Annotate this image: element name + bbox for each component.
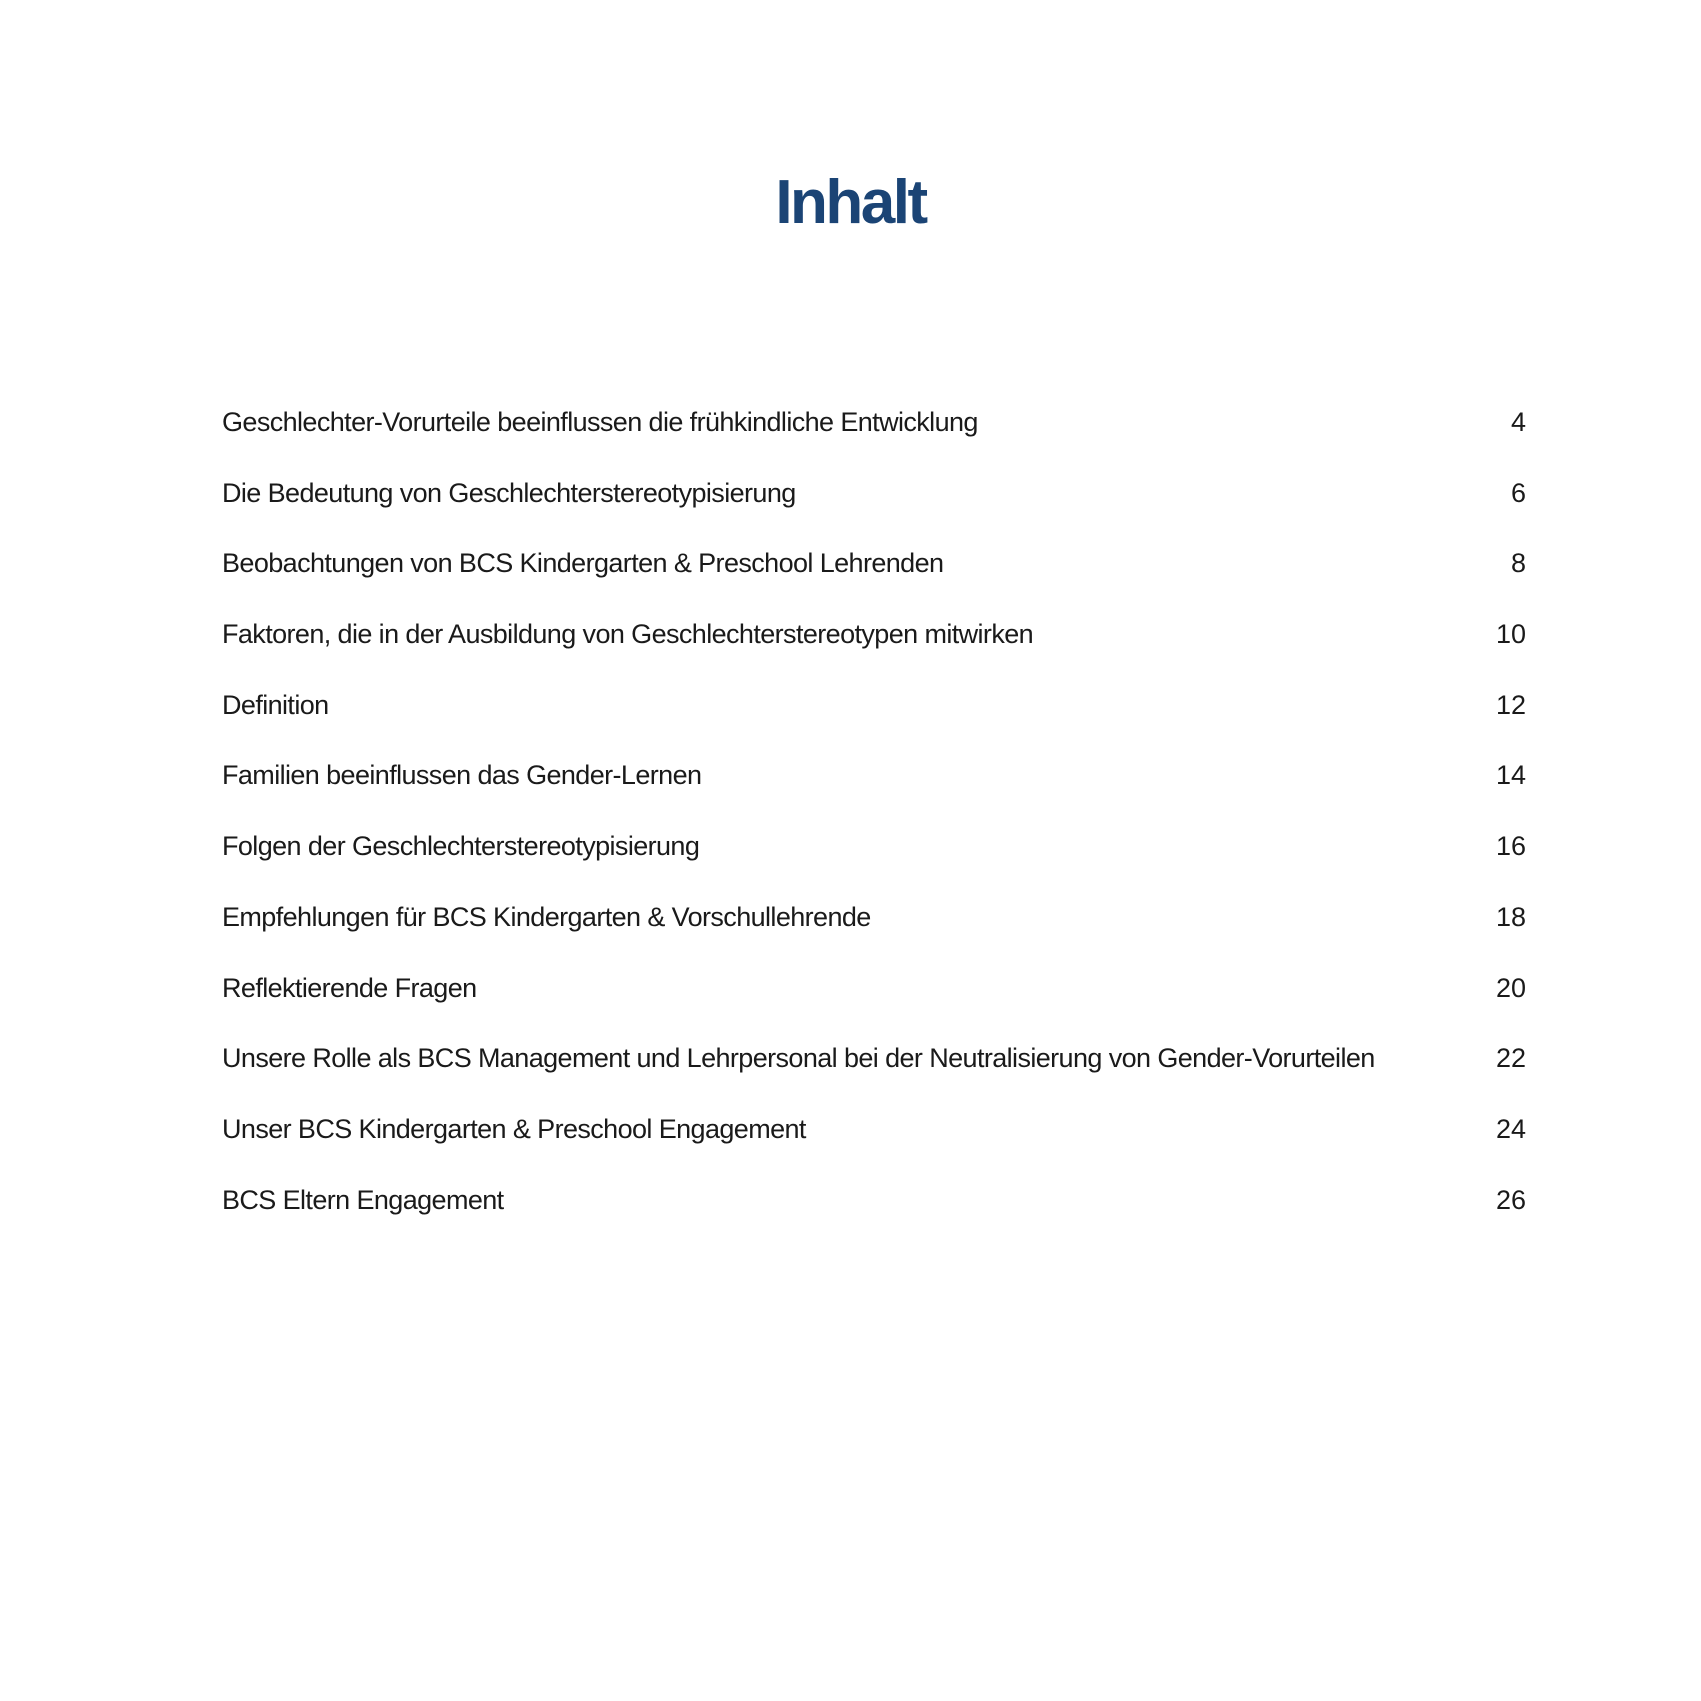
- toc-entry-page: 22: [1495, 1043, 1526, 1074]
- toc-entry[interactable]: [222, 760, 1526, 831]
- toc-entry[interactable]: [222, 619, 1526, 690]
- toc-entry-title: Die Bedeutung von Geschlechterstereotypisierung: [222, 477, 796, 508]
- toc-entry-title: Empfehlungen für BCS Kindergarten & Vorschullehrende: [222, 901, 871, 932]
- toc-entry[interactable]: [222, 407, 1526, 478]
- toc-entry-page: 10: [1495, 619, 1526, 650]
- toc-entry-page: 8: [1510, 548, 1526, 579]
- toc-entry-title: BCS Eltern Engagement: [222, 1184, 504, 1215]
- toc-entry-title: Folgen der Geschlechterstereotypisierung: [222, 831, 700, 862]
- toc-entry[interactable]: [222, 478, 1526, 549]
- toc-entry-page: 26: [1495, 1184, 1526, 1215]
- toc-entry-title: Familien beeinflussen das Gender-Lernen: [222, 760, 702, 791]
- toc-entry-page: 4: [1510, 407, 1526, 437]
- toc-entry-page: 20: [1495, 972, 1526, 1003]
- toc-entry[interactable]: [222, 831, 1526, 902]
- toc-entry-title: Definition: [222, 689, 329, 720]
- toc-entry-page: 6: [1510, 477, 1526, 508]
- toc-entry[interactable]: [222, 1114, 1526, 1185]
- toc-entry[interactable]: [222, 902, 1526, 973]
- toc-entry-page: 14: [1495, 760, 1526, 791]
- toc-entry-title: Unsere Rolle als BCS Management und Lehrpersonal bei der Neutralisierung von Gender-Vorurteilen: [222, 1043, 1375, 1074]
- toc-entry-title: Reflektierende Fragen: [222, 972, 477, 1003]
- toc-entry-page: 16: [1495, 831, 1526, 862]
- toc-entry-page: 18: [1495, 901, 1526, 932]
- toc-entry[interactable]: [222, 1185, 1526, 1256]
- toc-entry-page: 12: [1495, 689, 1526, 720]
- toc-entry-title: Geschlechter-Vorurteile beeinflussen die frühkindliche Entwicklung: [222, 407, 978, 437]
- toc-entry[interactable]: [222, 690, 1526, 761]
- toc-entry-title: Beobachtungen von BCS Kindergarten & Preschool Lehrenden: [222, 548, 944, 579]
- toc-entry-title: Unser BCS Kindergarten & Preschool Engagement: [222, 1113, 806, 1144]
- toc-entry[interactable]: [222, 548, 1526, 619]
- toc-entry-title: Faktoren, die in der Ausbildung von Geschlechterstereotypen mitwirken: [222, 619, 1034, 650]
- toc-entry[interactable]: [222, 1043, 1526, 1114]
- toc-entry-page: 24: [1495, 1113, 1526, 1144]
- toc-entry[interactable]: [222, 973, 1526, 1044]
- table-of-contents: [222, 407, 1526, 1255]
- page-title: Inhalt: [775, 168, 926, 237]
